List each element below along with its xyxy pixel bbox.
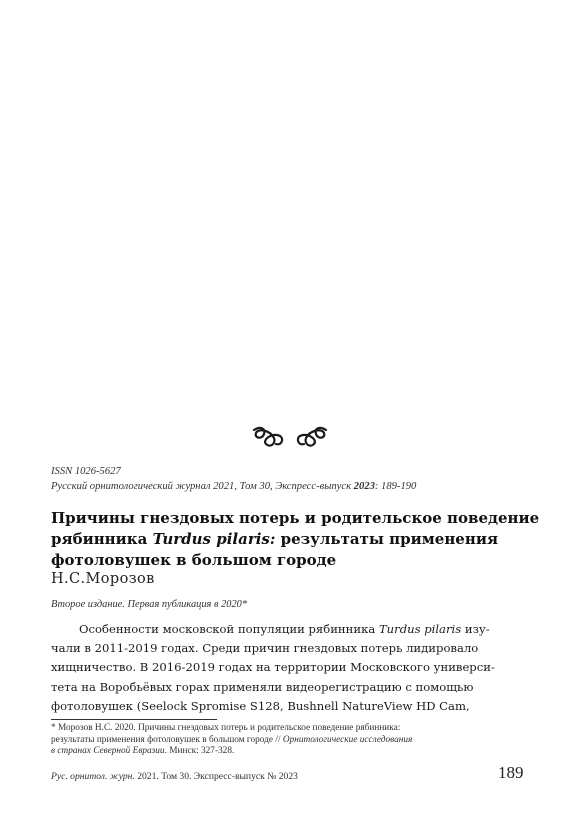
footnote-text: . Минск: 327-328. — [164, 746, 235, 757]
running-footer — [51, 771, 298, 782]
body-text: Особенности московской популяции рябинника — [79, 622, 379, 636]
footnote-journal: Орнитологические исследования — [282, 734, 413, 745]
author-name: Н.С.Морозов — [51, 571, 155, 587]
title-part-2: результаты применения фотоловушек в большом городе — [51, 530, 499, 569]
footnote-line — [51, 746, 491, 758]
footnote-line — [51, 735, 491, 747]
issue-number: 2023 — [353, 481, 375, 492]
body-text: изу- — [461, 622, 490, 636]
title-part-1: Причины гнездовых потерь и родительское поведение рябинника — [51, 509, 540, 548]
floral-ornament — [250, 424, 330, 450]
body-line: хищничество. В 2016-2019 годах на территории Московского универси- — [51, 660, 495, 675]
footnote — [51, 723, 491, 758]
edition-note: Второе издание. Первая публикация в 2020* — [51, 599, 248, 610]
page-number: 189 — [498, 763, 524, 782]
footnote-journal: в странах Северной Евразии — [51, 746, 165, 757]
body-species: Turdus pilaris — [378, 622, 462, 636]
body-line: чали в 2011-2019 годах. Среди причин гнездовых потерь лидировало — [51, 641, 479, 656]
page-range: : 189-190 — [374, 481, 417, 492]
floral-ornament-icon — [250, 424, 330, 450]
footnote-line: * Морозов Н.С. 2020. Причины гнездовых потерь и родительское поведение рябинника: — [51, 723, 401, 733]
journal-abbreviation: Рус. орнитол. журн. — [51, 771, 135, 782]
body-line: тета на Воробьёвых горах применяли видеорегистрацию с помощью — [51, 679, 474, 694]
footnote-divider — [51, 719, 217, 720]
footnote-text: результаты применения фотоловушек в большом городе // — [51, 734, 283, 745]
article-body — [51, 620, 529, 716]
body-line: фотоловушек (Seelock Spromise S128, Bushnell NatureView HD Cam, — [51, 698, 470, 713]
article-title — [51, 508, 541, 571]
issue-info: 2021. Том 30. Экспресс-выпуск № 2023 — [134, 771, 298, 782]
journal-citation-line — [51, 481, 416, 492]
body-line — [51, 620, 529, 639]
title-species: Turdus pilaris: — [152, 530, 276, 548]
issn-line: ISSN 1026-5627 — [51, 466, 121, 477]
journal-citation: Русский орнитологический журнал 2021, Том 30, Экспресс-выпуск — [51, 481, 354, 492]
